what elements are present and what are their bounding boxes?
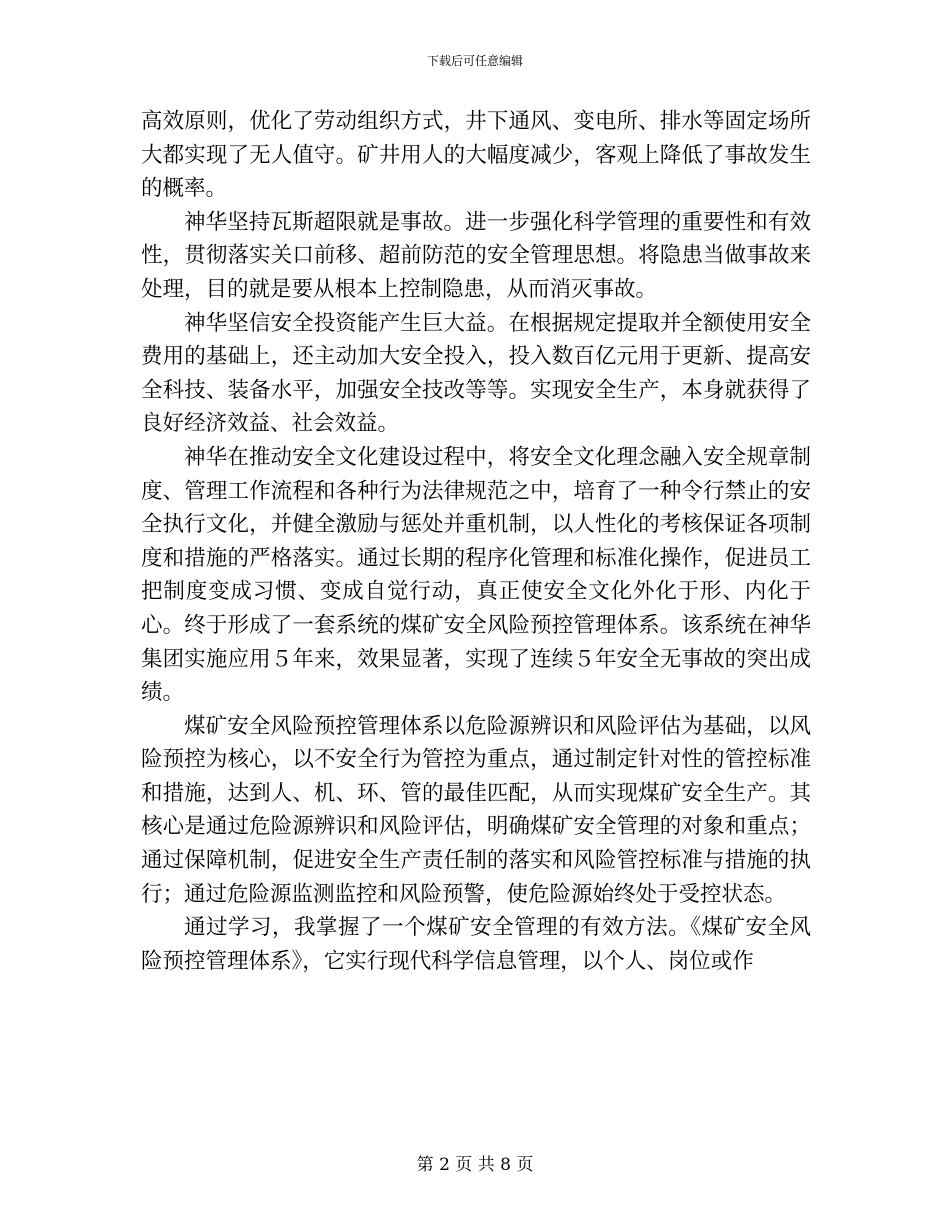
paragraph-4: 神华在推动安全文化建设过程中，将安全文化理念融入安全规章制度、管理工作流程和各种行为法律规范之中，培育了一种令行禁止的安全执行文化，并健全激励与惩处并重机制，以人性化的考核保证各项制度和措施的严格落实。通过长期的程序化管理和标准化操作，促进员工把制度变成习惯、变成自觉行动，真正使安全文化外化于形、内化于心。终于形成了一套系统的煤矿安全风险预控管理体系。该系统在神华集团实施应用５年来，效果显著，实现了连续５年安全无事故的突出成绩。 — [141, 444, 811, 706]
paragraph-1: 高效原则，优化了劳动组织方式，井下通风、变电所、排水等固定场所大都实现了无人值守。矿井用人的大幅度减少，客观上降低了事故发生的概率。 — [141, 109, 811, 202]
document-body — [141, 105, 811, 978]
paragraph-2: 神华坚持瓦斯超限就是事故。进一步强化科学管理的重要性和有效性，贯彻落实关口前移、超前防范的安全管理思想。将隐患当做事故来处理，目的就是要从根本上控制隐患，从而消灭事故。 — [141, 209, 811, 302]
paragraph-3: 神华坚信安全投资能产生巨大益。在根据规定提取并全额使用安全费用的基础上，还主动加大安全投入，投入数百亿元用于更新、提高安全科技、装备水平，加强安全技改等等。实现安全生产，本身就获得了良好经济效益、社会效益。 — [141, 310, 811, 437]
page-footer: 第 2 页 共 8 页 — [416, 1155, 534, 1175]
page-header: 下载后可任意编辑 — [426, 54, 523, 68]
paragraph-6: 通过学习，我掌握了一个煤矿安全管理的有效方法。《煤矿安全风险预控管理体系》，它实行现代科学信息管理，以个人、岗位或作 — [141, 915, 811, 974]
paragraph-5: 煤矿安全风险预控管理体系以危险源辨识和风险评估为基础，以风险预控为核心，以不安全行为管控为重点，通过制定针对性的管控标准和措施，达到人、机、环、管的最佳匹配，从而实现煤矿安全生产。其核心是通过危险源辨识和风险评估，明确煤矿安全管理的对象和重点；通过保障机制，促进安全生产责任制的落实和风险管控标准与措施的执行；通过危险源监测监控和风险预警，使危险源始终处于受控状态。 — [141, 713, 811, 907]
